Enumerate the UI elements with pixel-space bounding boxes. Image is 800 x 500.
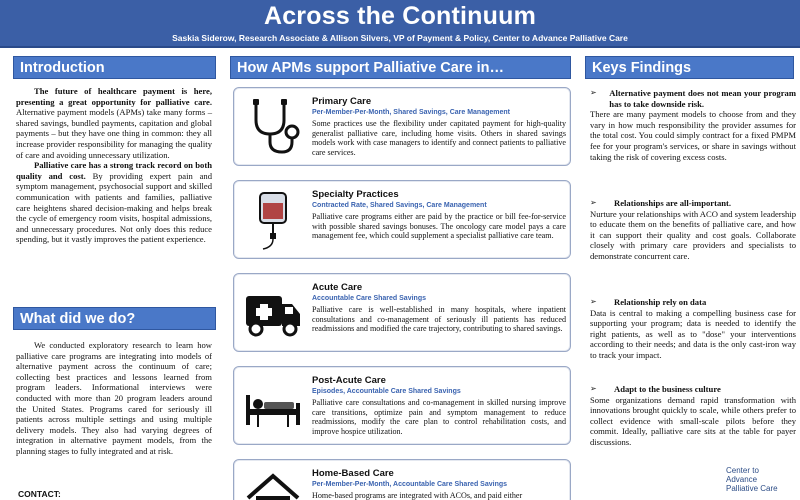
finding-body: Data is central to making a compelling business case for supporting your program; data is needed to identify the right patients, as well as to "dose" your interventions according to their needs; and data is the only cast-iron way to track your impact. — [590, 307, 796, 360]
card-body: Some practices use the flexibility under capitated payment for high-quality generalist palliative care, including home visits. Others in shared savings models work with case managers to identify and connect patients to palliative care services. — [312, 119, 566, 158]
bullet-arrow-icon: ➢ — [590, 384, 597, 393]
ambulance-icon — [242, 282, 304, 344]
hospital-bed-icon — [242, 375, 304, 437]
title-banner — [0, 0, 800, 48]
intro-text-2: By providing expert pain and symptom management, psychosocial support and skilled communication with patients and families, palliative care heightens shared decision-making and helps break the cycle of emergency room visits, hospital admissions, and unnecessary procedures. Not only does this reduce spending, but it vastly improves the patient experience. — [16, 170, 212, 245]
card-body: Palliative care is well-established in many hospitals, where inpatient consultations and co-management of seriously ill patients has reduced readmissions and modified the care trajectory, contributing to shared savings. — [312, 305, 566, 334]
bullet-arrow-icon: ➢ — [590, 88, 597, 97]
finding-heading: Relationships are all-important. — [614, 198, 732, 208]
intro-lead-1: The future of healthcare payment is here, presenting a great opportunity for palliative care. — [16, 86, 212, 107]
card-subtitle: Per-Member-Per-Month, Shared Savings, Care Management — [312, 109, 510, 116]
card-title: Home-Based Care — [312, 468, 394, 479]
card-specialty-practices — [233, 180, 571, 259]
finding-heading: Alternative payment does not mean your program has to take downside risk. — [609, 88, 796, 109]
intro-text-1: Alternative payment models (APMs) take many forms – shared savings, bundled payments, capitation and global payments – but they have one thing in common: they all increase provider responsibility for managing the quality of care and avoiding unnecessary utilization. — [16, 107, 212, 160]
card-subtitle: Accountable Care Shared Savings — [312, 295, 426, 302]
apms-header: How APMs support Palliative Care in… — [230, 56, 571, 79]
card-subtitle: Episodes, Accountable Care Shared Savings — [312, 388, 461, 395]
what-did-we-do-text: We conducted exploratory research to learn how palliative care programs are integrating into models of alternative payment across the continuum of care; collecting best practices and lessons learned from program leaders. Informational interviews were conducted with more than 20 program leaders around the United States. Programs cared for seriously ill patients across multiple settings and using multiple delivery models. They also had varying degrees of integration in alternative payment models, from the planning stages to fully integrated and at risk. — [16, 340, 212, 456]
card-post-acute-care — [233, 366, 571, 445]
logo-line: Palliative Care — [726, 484, 778, 493]
card-title: Specialty Practices — [312, 189, 399, 200]
contact-label: CONTACT: — [18, 489, 61, 499]
card-acute-care — [233, 273, 571, 352]
card-subtitle: Contracted Rate, Shared Savings, Care Management — [312, 202, 487, 209]
bullet-arrow-icon: ➢ — [590, 198, 597, 207]
card-title: Primary Care — [312, 96, 372, 107]
card-subtitle: Per-Member-Per-Month, Accountable Care Shared Savings — [312, 481, 508, 488]
stethoscope-icon — [242, 96, 304, 158]
finding-item — [590, 198, 796, 262]
finding-heading: Adapt to the business culture — [614, 384, 721, 394]
what-did-we-do-body — [16, 340, 212, 457]
logo-line: Advance — [726, 475, 758, 484]
card-title: Post-Acute Care — [312, 375, 386, 386]
poster-title: Across the Continuum — [263, 2, 537, 30]
finding-heading: Relationship rely on data — [614, 297, 707, 307]
card-primary-care — [233, 87, 571, 166]
finding-item — [590, 384, 796, 448]
home-icon — [242, 468, 304, 500]
card-home-based-care — [233, 459, 571, 500]
card-body: Palliative care consultations and co-management in skilled nursing improve care transitions, optimize pain and symptom management to reduce readmissions, modify the care plan to control rehabilitation costs, and improve hospice utilization. — [312, 398, 566, 437]
iv-bag-icon — [242, 189, 304, 251]
finding-body: Some organizations demand rapid transformation with innovations brought quickly to scale, while others prefer to collect evidence with small-scale pilots before they commit. Ideally, palliative care sits at the table for payer discussions. — [590, 394, 796, 447]
poster-authors: Saskia Siderow, Research Associate & Allison Silvers, VP of Payment & Policy, Center to Advance Palliative Care — [172, 33, 628, 43]
finding-item — [590, 88, 796, 162]
finding-item — [590, 297, 796, 361]
logo-line: Center to — [726, 466, 759, 475]
bullet-arrow-icon: ➢ — [590, 297, 597, 306]
card-body: Home-based programs are integrated with ACOs, and paid either — [312, 491, 523, 500]
key-findings-header: Keys Findings — [585, 56, 794, 79]
card-title: Acute Care — [312, 282, 363, 293]
finding-body: Nurture your relationships with ACO and system leadership to educate them on the benefits of palliative care, and how it can support their quality and cost goals. Collaborate closely with primary care providers and specialists to demonstrate concurrent care. — [590, 208, 796, 261]
introduction-header: Introduction — [13, 56, 216, 79]
card-body: Palliative care programs either are paid by the practice or bill fee-for-service with possible shared savings bonuses. The oncology care model pays a care management fee, which could supplement a specialist palliative care team. — [312, 212, 566, 241]
finding-body: There are many payment models to choose from and they vary in how much responsibility the provider assumes for the total cost. You could simply contract for a fixed PMPM fee for your program's services, or share in savings without taking the risk of covering excess costs. — [590, 109, 796, 162]
capc-logo — [726, 466, 778, 493]
intro-lead-2: Palliative care has a strong track record on both quality and cost. — [16, 160, 212, 181]
introduction-body — [16, 86, 212, 245]
what-did-we-do-header: What did we do? — [13, 307, 216, 330]
